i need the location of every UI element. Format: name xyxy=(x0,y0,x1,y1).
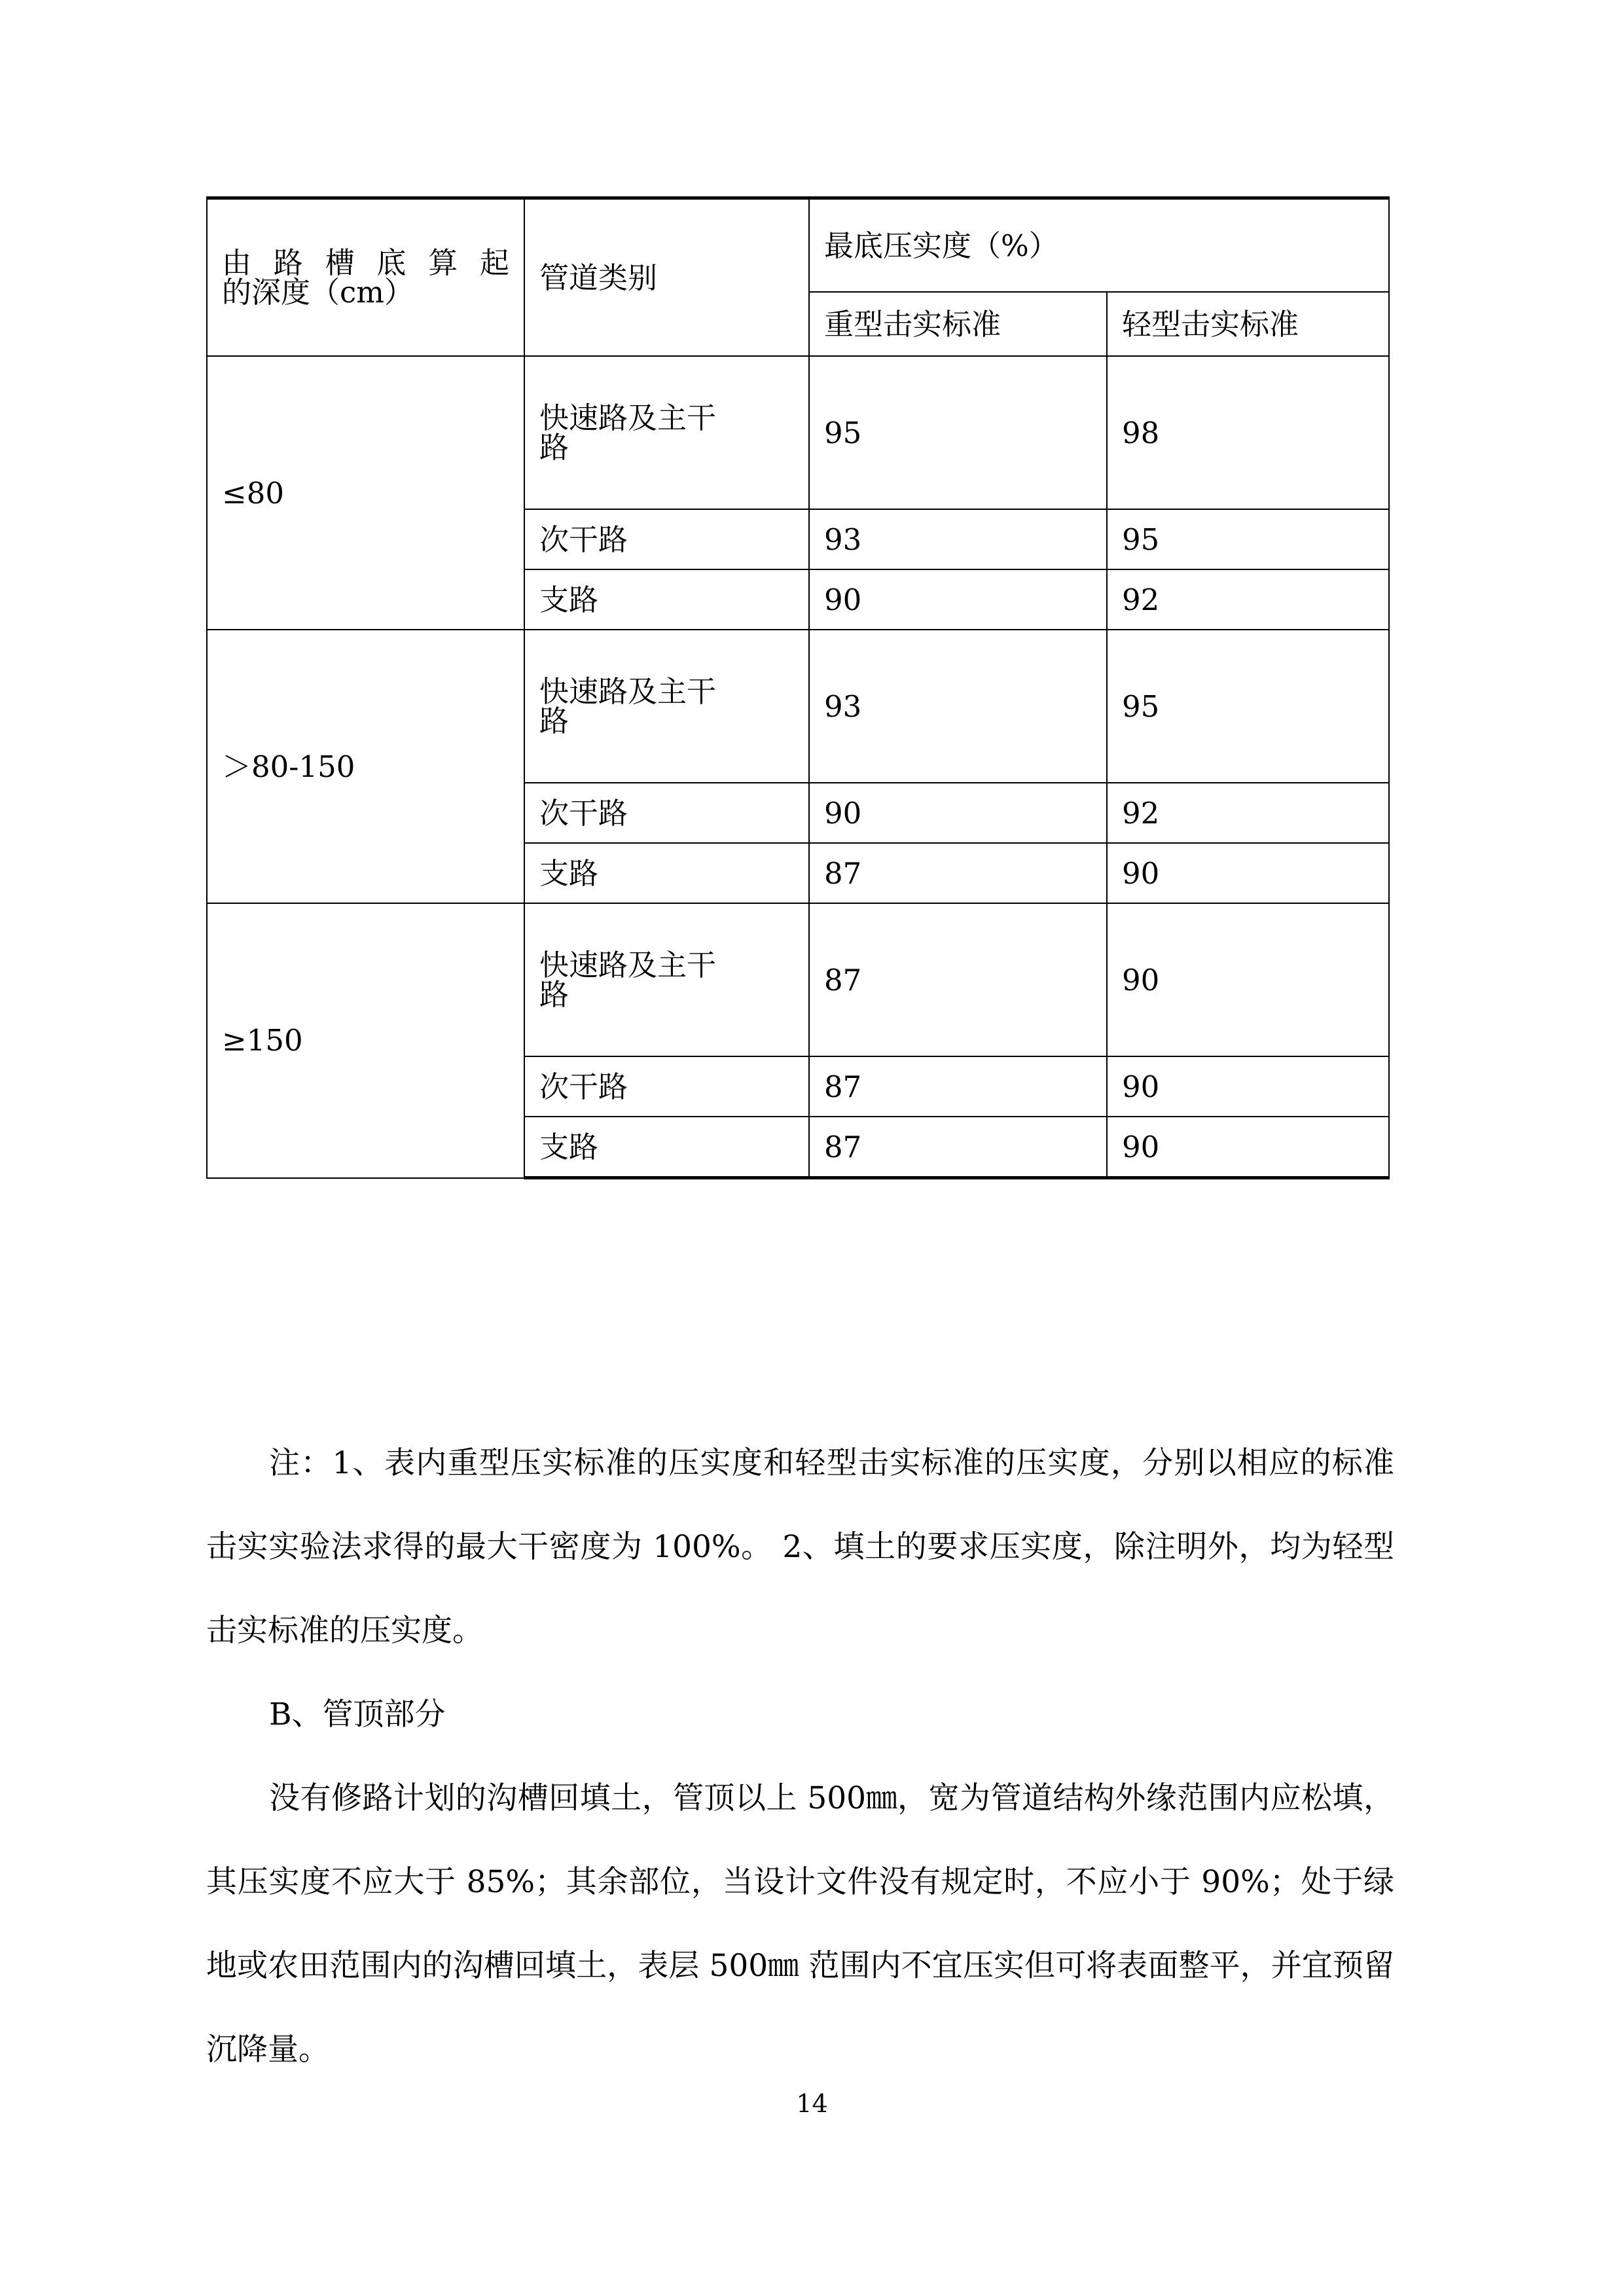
category-cell: 次干路 xyxy=(524,783,809,843)
depth-cell-group-2: ≥150 xyxy=(207,903,524,1178)
heavy-value-cell: 90 xyxy=(809,783,1107,843)
category-cell: 支路 xyxy=(524,843,809,903)
heavy-value-cell: 87 xyxy=(809,903,1107,1056)
light-value-cell: 90 xyxy=(1107,1117,1389,1178)
section-heading-b: B、管顶部分 xyxy=(269,1696,446,1732)
table-note-paragraph: 注：1、表内重型压实标准的压实度和轻型击实标准的压实度，分别以相应的标准击实实验法求得的最大干密度为 100%。 2、填土的要求压实度，除注明外，均为轻型击实标准的压实度。 xyxy=(206,1445,1394,1649)
heavy-value-cell: 87 xyxy=(809,843,1107,903)
header-depth-line2: 的深度（cm） xyxy=(222,275,414,310)
light-value-cell: 90 xyxy=(1107,1056,1389,1117)
header-compaction-cell: 最底压实度（%） xyxy=(809,198,1389,293)
heavy-value-cell: 87 xyxy=(809,1056,1107,1117)
heavy-value-cell: 93 xyxy=(809,630,1107,783)
category-cell: 支路 xyxy=(524,1117,809,1178)
category-cell: 次干路 xyxy=(524,509,809,569)
header-pipe-category-cell: 管道类别 xyxy=(524,198,809,357)
depth-cell-group-0: ≤80 xyxy=(207,356,524,630)
body-text-container xyxy=(206,1422,1394,2092)
category-line1: 快速路及主干 xyxy=(539,674,717,709)
category-line1: 快速路及主干 xyxy=(539,401,717,435)
header-heavy-standard-cell: 重型击实标准 xyxy=(809,292,1107,356)
table-header-row-1 xyxy=(207,198,1389,293)
compaction-table-container xyxy=(206,196,1388,1179)
light-value-cell: 90 xyxy=(1107,843,1389,903)
heavy-value-cell: 95 xyxy=(809,356,1107,509)
heavy-value-cell: 93 xyxy=(809,509,1107,569)
light-value-cell: 92 xyxy=(1107,783,1389,843)
header-depth-cell xyxy=(207,198,524,357)
category-cell: 支路 xyxy=(524,569,809,630)
light-value-cell: 95 xyxy=(1107,630,1389,783)
light-value-cell: 95 xyxy=(1107,509,1389,569)
table-row xyxy=(207,630,1389,783)
category-cell xyxy=(524,356,809,509)
table-row xyxy=(207,356,1389,509)
category-cell: 次干路 xyxy=(524,1056,809,1117)
heavy-value-cell: 90 xyxy=(809,569,1107,630)
heavy-value-cell: 87 xyxy=(809,1117,1107,1178)
category-line1: 快速路及主干 xyxy=(539,948,717,982)
table-row xyxy=(207,903,1389,1056)
light-value-cell: 92 xyxy=(1107,569,1389,630)
depth-cell-group-1: ＞80-150 xyxy=(207,630,524,903)
category-cell xyxy=(524,903,809,1056)
light-value-cell: 90 xyxy=(1107,903,1389,1056)
category-line2: 路 xyxy=(539,977,569,1012)
header-light-standard-cell: 轻型击实标准 xyxy=(1107,292,1389,356)
category-line2: 路 xyxy=(539,704,569,738)
category-line2: 路 xyxy=(539,430,569,465)
category-cell xyxy=(524,630,809,783)
header-depth-line1: 由路槽底算起 xyxy=(222,245,509,280)
pipe-top-paragraph: 没有修路计划的沟槽回填土，管顶以上 500㎜，宽为管道结构外缘范围内应松填，其压实度不应大于 85%；其余部位，当设计文件没有规定时，不应小于 90%；处于绿地或农田范围内的沟槽回填土，表层 500㎜ 范围内不宜压实但可将表面整平，并宜预留沉降量。 xyxy=(206,1780,1394,2068)
page-number: 14 xyxy=(796,2089,828,2118)
compaction-table xyxy=(206,196,1390,1179)
light-value-cell: 98 xyxy=(1107,356,1389,509)
